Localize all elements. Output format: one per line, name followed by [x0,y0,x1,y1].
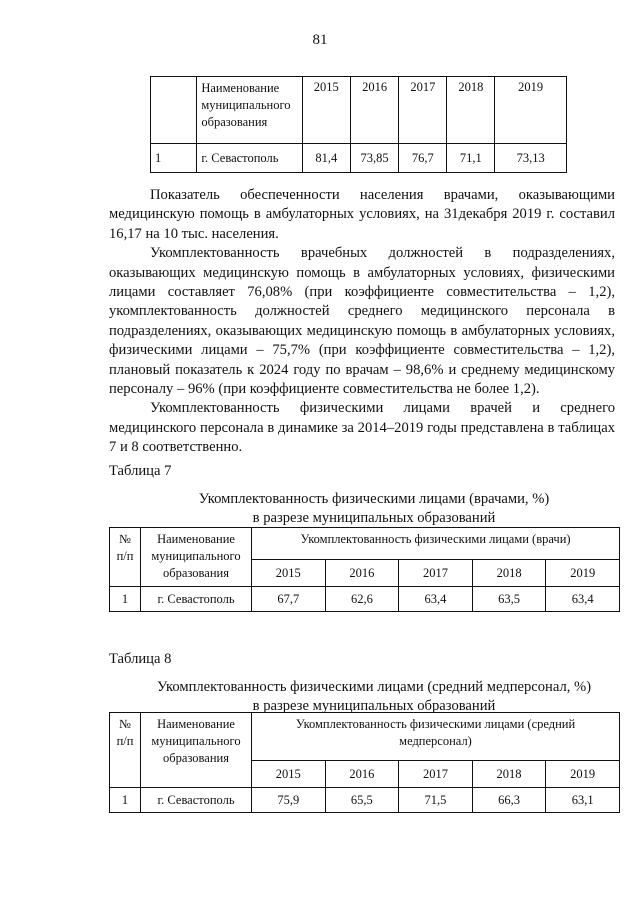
table-row [110,587,620,612]
header-name-cell [197,77,302,144]
header-name-cell [141,713,252,788]
header-num-line: п/п [116,734,134,748]
header-num-line: п/п [116,549,134,563]
table-row [151,144,567,173]
row-value: 63,5 [472,587,546,612]
header-name-line: муниципального [151,734,241,748]
header-num-cell [151,77,197,144]
row-value: 75,9 [252,788,326,813]
header-name-line: муниципального [201,98,291,112]
header-year: 2019 [495,77,567,144]
header-year: 2015 [252,761,326,788]
header-year: 2019 [546,761,620,788]
row-value: 66,3 [472,788,546,813]
header-year: 2016 [325,761,399,788]
table-8-title-line: Укомплектованность физическими лицами (средний медперсонал, %) [156,679,592,695]
table-row [110,788,620,813]
paragraph: Укомплектованность врачебных должностей в подразделениях, оказывающих медицинскую помощь в амбулаторных условиях, физическими лицами составляет 76,08% (при коэффициенте совместительства – 1,2), укомплектованность должностей среднего медицинского персонала в подразделениях, оказывающих медицинскую помощь в амбулаторных условиях, физическими лицами – 75,7% (при коэффициенте совместительства – 1,2), плановый показатель к 2024 году по врачам – 98,6% и среднему медицинскому персоналу – 96% (при коэффициенте совместительства не более 1,2). [109,245,615,398]
header-year: 2019 [546,560,620,587]
table-7-title-line: Укомплектованность физическими лицами (врачами, %) [198,491,550,507]
row-num: 1 [110,788,141,813]
paragraph: Показатель обеспеченности населения врачами, оказывающими медицинскую помощь в амбулаторных условиях, на 31декабря 2019 г. составил 16,17 на 10 тыс. населения. [109,187,615,242]
row-value: 63,4 [399,587,473,612]
row-value: 76,7 [399,144,447,173]
row-name: г. Севастополь [197,144,302,173]
header-num-cell [110,528,141,587]
table-header-row [110,528,620,560]
row-value: 63,4 [546,587,620,612]
header-year: 2018 [447,77,495,144]
row-value: 62,6 [325,587,399,612]
header-span-line: Укомплектованность физическими лицами (средний [295,717,576,731]
header-name-line: муниципального [151,549,241,563]
header-span-line: медперсонал) [399,734,472,748]
header-span-cell [252,713,620,761]
header-num-cell [110,713,141,788]
row-value: 63,1 [546,788,620,813]
header-year: 2017 [399,560,473,587]
table-7-title [109,490,639,528]
table-header-row [151,77,567,144]
body-text [109,186,615,458]
table-8-label: Таблица 8 [109,651,172,667]
table-7-title-line: в разрезе муниципальных образований [252,510,496,526]
row-value: 73,85 [350,144,399,173]
header-year: 2016 [350,77,399,144]
row-name: г. Севастополь [141,587,252,612]
header-year: 2017 [399,77,447,144]
continued-table [150,76,567,173]
paragraph: Укомплектованность физическими лицами врачей и среднего медицинского персонала в динамике за 2014–2019 годы представлена в таблицах 7 и 8 соответственно. [109,400,615,456]
header-name-line: образования [201,115,268,129]
header-num-line: № [119,532,131,546]
header-num-line: № [119,717,131,731]
row-value: 73,13 [495,144,567,173]
table-8 [109,712,620,813]
row-value: 81,4 [302,144,350,173]
table-header-row [110,713,620,761]
row-value: 71,5 [399,788,473,813]
header-name-line: Наименование [201,81,280,95]
header-name-line: образования [163,751,229,765]
header-year: 2015 [302,77,350,144]
header-year: 2018 [472,761,546,788]
row-value: 65,5 [325,788,399,813]
row-name: г. Севастополь [141,788,252,813]
header-year: 2018 [472,560,546,587]
table-7-label: Таблица 7 [109,463,172,479]
header-name-line: образования [163,566,229,580]
header-span-cell: Укомплектованность физическими лицами (врачи) [252,528,620,560]
page-number: 81 [312,32,328,48]
table-8-title [109,678,639,716]
row-value: 67,7 [252,587,326,612]
header-name-line: Наименование [157,532,235,546]
table-7 [109,527,620,612]
header-year: 2017 [399,761,473,788]
row-value: 71,1 [447,144,495,173]
table-8-title-line: в разрезе муниципальных образований [252,698,496,714]
row-num: 1 [151,144,197,173]
header-name-cell [141,528,252,587]
row-num: 1 [110,587,141,612]
header-name-line: Наименование [157,717,235,731]
header-year: 2016 [325,560,399,587]
header-year: 2015 [252,560,326,587]
